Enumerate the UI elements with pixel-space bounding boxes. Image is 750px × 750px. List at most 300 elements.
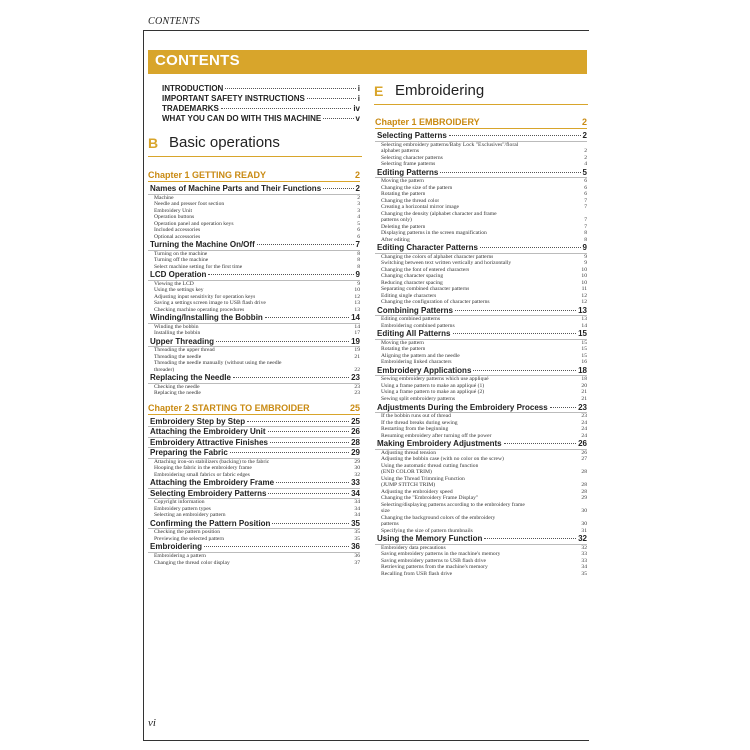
sub-entry-page: 30 xyxy=(354,465,360,472)
dot-leader xyxy=(268,431,350,432)
sub-entry-page: 15 xyxy=(581,346,587,353)
dot-leader xyxy=(473,370,576,371)
sub-entry-page: 13 xyxy=(354,300,360,307)
sub-entry-label: Embroidery Unit xyxy=(154,207,193,214)
dot-leader xyxy=(455,310,576,311)
dot-leader xyxy=(247,421,349,422)
sub-entry-label: Adjusting the bobbin case (with no color on the screw) xyxy=(381,456,504,463)
sub-entry-label: Adjusting thread tension xyxy=(381,449,436,456)
sub-entry-label: Selecting an embroidery pattern xyxy=(154,512,226,519)
left-toc-column xyxy=(148,170,360,566)
sub-entry-page: 23 xyxy=(581,413,587,419)
sub-entry-label: Changing the density (alphabet character and frame xyxy=(381,210,497,217)
toc-section-entry[interactable] xyxy=(148,417,360,428)
front-matter-list xyxy=(162,84,360,124)
toc-section-entry[interactable] xyxy=(148,438,360,449)
sub-entry-label: Adjusting the embroidery speed xyxy=(381,488,453,495)
sub-entry-page: 9 xyxy=(357,280,360,287)
toc-section-entry[interactable] xyxy=(148,313,360,324)
dot-leader xyxy=(268,493,349,494)
sub-entry-page: 27 xyxy=(581,456,587,463)
sub-entry-label: Turning off the machine xyxy=(154,257,209,264)
sub-entry-page: 23 xyxy=(354,383,360,390)
sub-entry-page: 7 xyxy=(584,197,587,204)
sub-entry-page: 8 xyxy=(357,263,360,270)
toc-entry-page: i xyxy=(357,94,360,103)
toc-entry-page: iv xyxy=(353,104,360,113)
sub-entry-page: 21 xyxy=(581,389,587,396)
toc-front-entry[interactable] xyxy=(162,84,360,94)
toc-section-entry[interactable] xyxy=(375,534,587,545)
section-label: Selecting Patterns xyxy=(377,131,447,140)
section-label: Using the Memory Function xyxy=(377,534,483,544)
sub-entry-label: Using the settings key xyxy=(154,287,204,294)
sub-entry-label: Specifying the size of pattern thumbnails xyxy=(381,527,473,534)
section-page: 5 xyxy=(582,167,587,177)
sub-entry-page: 32 xyxy=(581,544,587,551)
toc-front-entry[interactable] xyxy=(162,104,360,114)
toc-sub-entry[interactable] xyxy=(148,390,360,397)
sub-entry-label: Attaching iron-on stabilizers (backing) to the fabric xyxy=(154,458,270,465)
sub-entry-label: Checking the pattern position xyxy=(154,529,221,536)
sub-entry-label: Selecting frame patterns xyxy=(381,161,436,168)
sub-entry-label: Changing the thread color display xyxy=(154,559,230,566)
sub-entry-label: Rotating the pattern xyxy=(381,191,426,198)
chapter-label: Chapter 1 GETTING READY xyxy=(148,170,267,180)
sub-entry-label: Select machine setting for the first time xyxy=(154,263,243,270)
section-page: 18 xyxy=(578,365,587,375)
sub-entry-label: Threading the upper thread xyxy=(154,347,215,354)
sub-entry-page: 34 xyxy=(354,505,360,512)
sub-entry-page: 14 xyxy=(354,323,360,330)
page-number: vi xyxy=(148,717,156,729)
section-label: Embroidering xyxy=(150,542,203,552)
section-page: 19 xyxy=(351,336,360,346)
part-e-letter: E xyxy=(374,83,384,99)
sub-entry-label: Turning on the machine xyxy=(154,250,208,257)
section-page: 26 xyxy=(351,427,360,437)
sub-entry-label: Changing the configuration of character patterns xyxy=(381,299,490,306)
sub-entry-page: 13 xyxy=(581,316,587,323)
section-page: 34 xyxy=(351,488,360,498)
part-b-title: Basic operations xyxy=(169,134,280,151)
sub-entry-label: Resuming embroidery after turning off the power xyxy=(381,432,492,439)
dot-leader xyxy=(276,482,349,483)
sub-entry-page: 12 xyxy=(581,292,587,299)
sub-entry-label: Previewing the selected pattern xyxy=(154,535,225,542)
toc-section-entry[interactable] xyxy=(375,243,587,254)
dot-leader xyxy=(230,452,349,453)
sub-entry-label: Restarting from the beginning xyxy=(381,426,449,433)
toc-front-entry[interactable] xyxy=(162,114,360,124)
sub-entry-label: size xyxy=(381,508,390,515)
dot-leader xyxy=(449,135,581,136)
section-label: Embroidery Applications xyxy=(377,365,472,375)
sub-entry-page: 28 xyxy=(581,469,587,476)
running-header: CONTENTS xyxy=(148,16,200,27)
sub-entry-page: 29 xyxy=(354,458,360,465)
sub-entry-label: Selecting embroidery patterns/Baby Lock "Exclusives"/floral xyxy=(381,141,519,148)
section-label: Attaching the Embroidery Unit xyxy=(150,427,266,437)
sub-entry-label: (JUMP STITCH TRIM) xyxy=(381,482,436,489)
sub-entry-label: Retrieving patterns from the machine's memory xyxy=(381,564,488,571)
dot-leader xyxy=(216,341,349,342)
sub-entry-page: 22 xyxy=(354,366,360,373)
toc-section-entry[interactable] xyxy=(375,131,587,142)
sub-entry-page: 21 xyxy=(581,395,587,402)
toc-sub-entry[interactable] xyxy=(375,571,587,578)
section-label: Turning the Machine On/Off xyxy=(150,240,255,250)
sub-entry-page: 20 xyxy=(581,382,587,389)
sub-entry-label: Rotating the pattern xyxy=(381,346,426,353)
dot-leader xyxy=(225,88,355,89)
sub-entry-page: 9 xyxy=(584,260,587,267)
sub-entry-page: 28 xyxy=(581,488,587,495)
section-page: 32 xyxy=(578,534,587,544)
section-label: Embroidery Step by Step xyxy=(150,416,246,426)
sub-entry-label: threader) xyxy=(154,366,175,373)
sub-entry-label: Checking machine operating procedures xyxy=(154,306,245,313)
sub-entry-label: Moving the pattern xyxy=(381,178,424,185)
sub-entry-page: 6 xyxy=(357,227,360,234)
sub-entry-label: Changing the background colors of the embroidery xyxy=(381,514,496,521)
sub-entry-label: Changing the size of the pattern xyxy=(381,184,453,191)
section-label: Adjustments During the Embroidery Process xyxy=(377,402,548,412)
toc-chapter-heading[interactable] xyxy=(375,117,587,129)
sub-entry-label: Machine xyxy=(154,194,174,201)
sub-entry-page: 8 xyxy=(357,257,360,264)
sub-entry-label: Saving embroidery patterns in the machine's memory xyxy=(381,551,501,558)
sub-entry-label: Adjusting input sensitivity for operation keys xyxy=(154,293,256,300)
chapter-label: Chapter 1 EMBROIDERY xyxy=(375,117,480,127)
sub-entry-page: 35 xyxy=(354,535,360,542)
sub-entry-label: Selecting/displaying patterns according to the embroidery frame xyxy=(381,501,525,508)
dot-leader xyxy=(323,118,353,119)
sub-entry-label: alphabet patterns xyxy=(381,148,420,155)
banner-title: CONTENTS xyxy=(155,52,240,69)
sub-entry-page: 24 xyxy=(581,419,587,426)
section-page: 2 xyxy=(582,131,587,140)
chapter-page: 2 xyxy=(354,170,360,180)
sub-entry-label: Changing the colors of alphabet character patterns xyxy=(381,253,494,260)
sub-entry-label: Embroidering combined patterns xyxy=(381,322,455,329)
toc-entry-label: IMPORTANT SAFETY INSTRUCTIONS xyxy=(162,94,305,103)
sub-entry-label: If the thread breaks during sewing xyxy=(381,419,458,426)
section-label: Winding/Installing the Bobbin xyxy=(150,313,263,323)
toc-section-entry[interactable] xyxy=(375,329,587,340)
footer-rule xyxy=(143,740,589,741)
dot-leader xyxy=(440,172,580,173)
dot-leader xyxy=(550,407,576,408)
header-rule xyxy=(143,30,589,31)
toc-entry-label: WHAT YOU CAN DO WITH THIS MACHINE xyxy=(162,114,322,123)
sub-entry-label: Recalling from USB flash drive xyxy=(381,570,453,577)
left-border-rule xyxy=(143,30,144,740)
sub-entry-page: 28 xyxy=(581,482,587,489)
sub-entry-page: 14 xyxy=(581,322,587,329)
sub-entry-page: 24 xyxy=(581,432,587,439)
sub-entry-label: patterns only) xyxy=(381,217,412,224)
section-page: 9 xyxy=(355,270,360,280)
section-label: Editing All Patterns xyxy=(377,329,451,339)
sub-entry-label: Embroidery data precautions xyxy=(381,544,446,551)
toc-entry-page: v xyxy=(355,114,360,123)
sub-entry-page: 23 xyxy=(354,390,360,397)
chapter-label: Chapter 2 STARTING TO EMBROIDER xyxy=(148,402,310,413)
sub-entry-label: Using a frame pattern to make an appliqué (1) xyxy=(381,382,485,389)
sub-entry-label: Changing the thread color xyxy=(381,197,440,204)
sub-entry-page: 30 xyxy=(581,508,587,515)
toc-section-entry[interactable] xyxy=(148,427,360,438)
sub-entry-page: 17 xyxy=(354,330,360,337)
sub-entry-page: 34 xyxy=(581,564,587,571)
sub-entry-page: 6 xyxy=(584,191,587,198)
section-label: LCD Operation xyxy=(150,270,207,280)
sub-entry-label: Winding the bobbin xyxy=(154,323,199,330)
sub-entry-page: 9 xyxy=(584,253,587,260)
sub-entry-label: Reducing character spacing xyxy=(381,279,443,286)
sub-entry-page: 4 xyxy=(584,161,587,168)
section-label: Selecting Embroidery Patterns xyxy=(150,488,267,498)
sub-entry-label: Embroidery pattern types xyxy=(154,505,211,512)
sub-entry-page: 4 xyxy=(357,214,360,221)
sub-entry-page: 3 xyxy=(357,201,360,208)
sub-entry-label: Embroidering linked characters xyxy=(381,359,452,366)
sub-entry-page: 32 xyxy=(354,471,360,478)
toc-chapter-heading[interactable] xyxy=(148,170,360,182)
sub-entry-page: 10 xyxy=(354,287,360,294)
sub-entry-page: 26 xyxy=(581,449,587,456)
dot-leader xyxy=(323,188,353,189)
contents-banner xyxy=(148,50,587,74)
sub-entry-page: 8 xyxy=(357,250,360,257)
toc-front-entry[interactable] xyxy=(162,94,360,104)
toc-section-entry[interactable] xyxy=(148,337,360,348)
section-page: 29 xyxy=(351,448,360,458)
sub-entry-label: Sewing embroidery patterns which use appliqué xyxy=(381,376,489,383)
sub-entry-page: 10 xyxy=(581,273,587,280)
sub-entry-page: 2 xyxy=(357,194,360,201)
toc-chapter-heading[interactable] xyxy=(148,403,360,415)
sub-entry-label: Sewing split embroidery patterns xyxy=(381,395,456,402)
sub-entry-page: 12 xyxy=(354,293,360,300)
toc-section-entry[interactable] xyxy=(148,240,360,251)
dot-leader xyxy=(453,333,577,334)
sub-entry-label: Switching between text written vertically and horizontally xyxy=(381,260,512,267)
toc-section-entry[interactable] xyxy=(148,478,360,489)
sub-entry-label: Viewing the LCD xyxy=(154,280,194,287)
section-page: 35 xyxy=(351,518,360,528)
sub-entry-label: Using the automatic thread cutting function xyxy=(381,462,479,469)
sub-entry-label: Optional accessories xyxy=(154,233,201,240)
sub-entry-page: 6 xyxy=(584,184,587,191)
sub-entry-label: patterns xyxy=(381,521,399,528)
sub-entry-label: Editing combined patterns xyxy=(381,316,441,323)
sub-entry-label: Checking the needle xyxy=(154,383,200,390)
sub-entry-page: 13 xyxy=(354,306,360,313)
section-page: 23 xyxy=(578,402,587,412)
sub-entry-page: 31 xyxy=(581,527,587,534)
toc-section-entry[interactable] xyxy=(148,184,360,195)
section-page: 36 xyxy=(351,542,360,552)
sub-entry-label: Saving a settings screen image to USB flash drive xyxy=(154,300,266,307)
sub-entry-page: 18 xyxy=(581,376,587,383)
toc-section-entry[interactable] xyxy=(375,306,587,317)
dot-leader xyxy=(484,538,576,539)
dot-leader xyxy=(307,98,356,99)
toc-section-entry[interactable] xyxy=(148,448,360,459)
sub-entry-label: Changing the font of entered characters xyxy=(381,266,470,273)
section-page: 15 xyxy=(578,329,587,339)
sub-entry-label: Threading the needle manually (without using the needle xyxy=(154,360,282,367)
sub-entry-page: 8 xyxy=(584,236,587,243)
sub-entry-label: Hooping the fabric in the embroidery frame xyxy=(154,465,252,472)
chapter-page: 25 xyxy=(349,402,360,413)
sub-entry-label: Displaying patterns in the screen magnification xyxy=(381,230,487,237)
sub-entry-label: Embroidering a pattern xyxy=(154,552,206,559)
sub-entry-page: 15 xyxy=(581,352,587,359)
sub-entry-label: Needle and presser foot section xyxy=(154,201,225,208)
toc-entry-page: i xyxy=(357,84,360,93)
section-label: Editing Patterns xyxy=(377,167,439,177)
section-page: 13 xyxy=(578,305,587,315)
sub-entry-page: 5 xyxy=(357,220,360,227)
toc-section-entry[interactable] xyxy=(148,373,360,384)
sub-entry-label: Threading the needle xyxy=(154,353,202,360)
sub-entry-label: Moving the pattern xyxy=(381,339,424,346)
sub-entry-page: 8 xyxy=(584,230,587,237)
section-page: 7 xyxy=(355,240,360,250)
sub-entry-label: After editing xyxy=(381,236,410,243)
sub-entry-page: 3 xyxy=(357,207,360,214)
toc-entry-label: INTRODUCTION xyxy=(162,84,224,93)
sub-entry-page: 2 xyxy=(584,148,587,155)
sub-entry-label: Changing character spacing xyxy=(381,273,444,280)
sub-entry-label: Changing the "Embroidery Frame Display" xyxy=(381,495,479,502)
section-label: Attaching the Embroidery Frame xyxy=(150,478,275,488)
sub-entry-page: 7 xyxy=(584,217,587,224)
part-b-heading xyxy=(148,134,362,157)
toc-section-entry[interactable] xyxy=(148,270,360,281)
sub-entry-page: 6 xyxy=(584,178,587,185)
sub-entry-label: Saving embroidery patterns to USB flash drive xyxy=(381,557,487,564)
sub-entry-page: 21 xyxy=(354,353,360,360)
dot-leader xyxy=(504,443,576,444)
part-e-heading xyxy=(374,82,588,105)
part-b-letter: B xyxy=(148,135,159,151)
sub-entry-label: Copyright information xyxy=(154,499,205,506)
sub-entry-page: 29 xyxy=(581,495,587,502)
sub-entry-label: Deleting the pattern xyxy=(381,223,426,230)
toc-sub-entry[interactable] xyxy=(148,560,360,567)
section-page: 25 xyxy=(351,416,360,426)
sub-entry-label: Operation buttons xyxy=(154,214,195,221)
part-e-title: Embroidering xyxy=(395,82,485,99)
sub-entry-page: 34 xyxy=(354,499,360,506)
section-label: Names of Machine Parts and Their Functions xyxy=(150,184,322,193)
sub-entry-page: 15 xyxy=(581,339,587,346)
section-label: Preparing the Fabric xyxy=(150,448,228,458)
section-page: 23 xyxy=(351,373,360,383)
dot-leader xyxy=(257,244,354,245)
section-page: 28 xyxy=(351,437,360,447)
sub-entry-page: 7 xyxy=(584,204,587,211)
sub-entry-page: 2 xyxy=(584,154,587,161)
chapter-page: 2 xyxy=(581,117,587,127)
sub-entry-label: Aligning the pattern and the needle xyxy=(381,352,460,359)
toc-section-entry[interactable] xyxy=(148,542,360,553)
right-toc-column xyxy=(375,117,587,577)
sub-entry-label: Included accessories xyxy=(154,227,201,234)
section-page: 26 xyxy=(578,439,587,449)
section-label: Replacing the Needle xyxy=(150,373,231,383)
dot-leader xyxy=(272,523,349,524)
sub-entry-label: Operation panel and operation keys xyxy=(154,220,234,227)
dot-leader xyxy=(270,442,349,443)
toc-section-entry[interactable] xyxy=(375,439,587,450)
sub-entry-page: 33 xyxy=(581,551,587,558)
sub-entry-label: Embroidering small fabrics or fabric edges xyxy=(154,471,250,478)
dot-leader xyxy=(265,317,349,318)
sub-entry-page: 35 xyxy=(354,529,360,536)
section-label: Editing Character Patterns xyxy=(377,243,478,253)
dot-leader xyxy=(208,274,353,275)
sub-entry-page: 33 xyxy=(581,557,587,564)
sub-entry-page: 10 xyxy=(581,279,587,286)
section-label: Upper Threading xyxy=(150,336,215,346)
section-page: 2 xyxy=(355,184,360,193)
sub-entry-label: Editing single characters xyxy=(381,292,437,299)
toc-section-entry[interactable] xyxy=(375,366,587,377)
dot-leader xyxy=(204,546,349,547)
dot-leader xyxy=(233,377,349,378)
sub-entry-label: Creating a horizontal mirror image xyxy=(381,204,459,211)
section-label: Embroidery Attractive Finishes xyxy=(150,437,268,447)
sub-entry-page: 7 xyxy=(584,223,587,230)
toc-section-entry[interactable] xyxy=(375,168,587,179)
section-label: Confirming the Pattern Position xyxy=(150,518,271,528)
sub-entry-page: 19 xyxy=(354,347,360,354)
section-page: 9 xyxy=(582,243,587,253)
sub-entry-label: (END COLOR TRIM) xyxy=(381,469,432,476)
toc-section-entry[interactable] xyxy=(148,489,360,500)
sub-entry-page: 36 xyxy=(354,552,360,559)
toc-section-entry[interactable] xyxy=(375,403,587,414)
sub-entry-label: If the bobbin runs out of thread xyxy=(381,413,451,419)
sub-entry-page: 35 xyxy=(581,570,587,577)
section-label: Combining Patterns xyxy=(377,305,454,315)
sub-entry-page: 30 xyxy=(581,521,587,528)
sub-entry-label: Using the Thread Trimming Function xyxy=(381,475,465,482)
section-page: 14 xyxy=(351,313,360,323)
sub-entry-label: Selecting character patterns xyxy=(381,154,443,161)
toc-section-entry[interactable] xyxy=(148,519,360,530)
sub-entry-page: 11 xyxy=(581,286,587,293)
sub-entry-page: 34 xyxy=(354,512,360,519)
sub-entry-label: Installing the bobbin xyxy=(154,330,201,337)
dot-leader xyxy=(221,108,351,109)
sub-entry-page: 16 xyxy=(581,359,587,366)
sub-entry-label: Using a frame pattern to make an appliqué (2) xyxy=(381,389,485,396)
sub-entry-label: Replacing the needle xyxy=(154,390,201,397)
sub-entry-page: 37 xyxy=(354,559,360,566)
sub-entry-page: 12 xyxy=(581,299,587,306)
sub-entry-label: Separating combined character patterns xyxy=(381,286,470,293)
section-page: 33 xyxy=(351,478,360,488)
dot-leader xyxy=(480,247,581,248)
sub-entry-page: 6 xyxy=(357,233,360,240)
sub-entry-page: 24 xyxy=(581,426,587,433)
